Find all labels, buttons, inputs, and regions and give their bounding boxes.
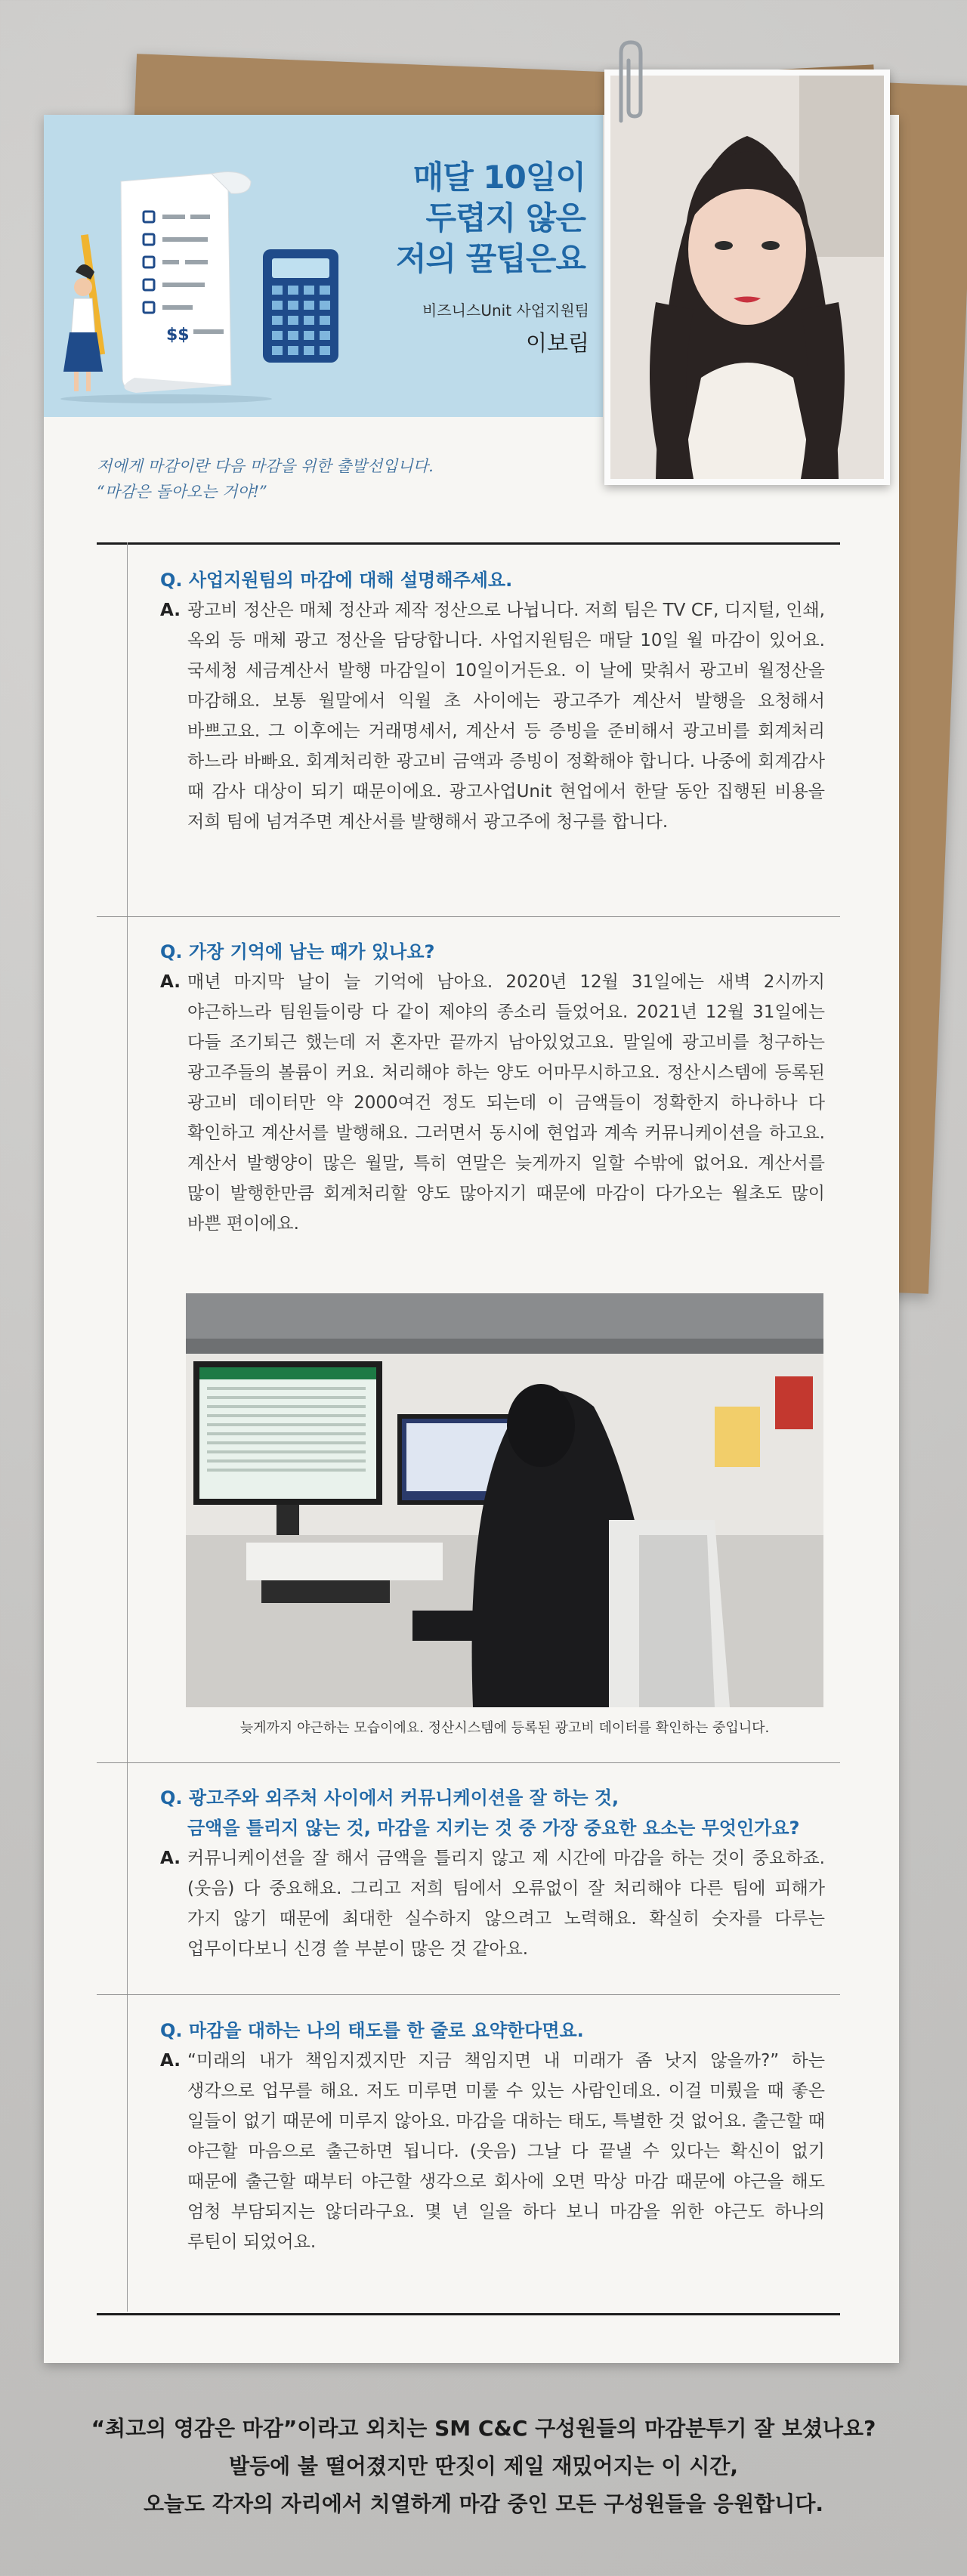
portrait-photo <box>610 76 884 479</box>
closing-line-2: 발등에 불 떨어졌지만 딴짓이 제일 재밌어지는 이 시간, <box>229 2454 738 2479</box>
answer-label: A. <box>160 972 181 992</box>
answer-3-text: 커뮤니케이션을 잘 해서 금액을 틀리지 않고 제 시간에 마감을 하는 것이 중요하죠. (웃음) 다 중요해요. 그리고 저희 팀에서 오류없이 잘 처리해야 다른 팀에 피해가 가지 않기 때문에 최대한 실수하지 않으려고 노력해요. 확실히 숫자를 다루는 업무이다보니 신경 쓸 부분이 많은 것 같아요. <box>187 1849 825 1959</box>
question-2: Q. 가장 기억에 남는 때가 있나요? <box>160 941 435 962</box>
question-1: Q. 사업지원팀의 마감에 대해 설명해주세요. <box>160 570 513 591</box>
section-rule-bottom <box>97 2313 840 2315</box>
answer-1 <box>160 595 825 837</box>
section-divider-1 <box>97 916 840 917</box>
margin-line <box>127 542 128 2312</box>
answer-label: A. <box>160 2051 181 2071</box>
team-label: 비즈니스Unit 사업지원팀 <box>422 301 589 320</box>
answer-4-text: “미래의 내가 책임지겠지만 지금 책임지면 내 미래가 좀 낫지 않을까?” 하는 생각으로 업무를 해요. 저도 미루면 미룰 수 있는 사람인데요. 이걸 미뤘을 때 좋은 일들이 없기 때문에 미루지 않아요. 마감을 대하는 태도, 특별한 것 없어요. 출근할 때 야근할 마음으로 출근하면 됩니다. (웃음) 그날 다 끝낼 수 있다는 확신이 없기 때문에 출근할 때부터 야근할 생각으로 회사에 오면 막상 마감 때문에 야근을 해도 엄청 부담되지는 않더라구요. 몇 년 일을 하다 보니 마감을 위한 야근도 하나의 루틴이 되었어요. <box>187 2051 826 2252</box>
answer-4 <box>160 2046 825 2257</box>
question-4: Q. 마감을 대하는 나의 태도를 한 줄로 요약한다면요. <box>160 2020 584 2041</box>
photo-caption: 늦게까지 야근하는 모습이에요. 정산시스템에 등록된 광고비 데이터를 확인하는 중입니다. <box>239 1720 770 1736</box>
closing-message <box>30 2410 937 2523</box>
section-divider-3 <box>97 1994 840 1995</box>
closing-line-3: 오늘도 각자의 자리에서 치열하게 마감 중인 모든 구성원들을 응원합니다. <box>143 2491 824 2516</box>
closing-line-1: “최고의 영감은 마감”이라고 외치는 SM C&C 구성원들의 마감분투기 잘 보셨나요? <box>91 2416 876 2441</box>
answer-3 <box>160 1843 825 1964</box>
title-line-3: 저의 꿀팁은요 <box>395 240 585 277</box>
handwritten-quote <box>97 453 588 505</box>
answer-label: A. <box>160 1849 181 1868</box>
answer-2-text: 매년 마지막 날이 늘 기억에 남아요. 2020년 12월 31일에는 새벽 2시까지 야근하느라 팀원들이랑 다 같이 제야의 종소리 들었어요. 2021년 12월 31일에는 다들 조기퇴근 했는데 저 혼자만 끝까지 남아있었고요. 말일에 광고비를 청구하는 광고주들의 볼륨이 커요. 처리해야 하는 양도 어마무시하고요. 정산시스템에 등록된 광고비 데이터만 약 2000여건 정도 되는데 이 금액들이 정확한지 하나하나 다 확인하고 계산서를 발행해요. 그러면서 동시에 현업과 계속 커뮤니케이션을 하고요. 계산서 발행양이 많은 월말, 특히 연말은 늦게까지 일할 수밖에 없어요. 계산서를 많이 발행한만큼 회계처리할 양도 많아지기 때문에 마감이 다가오는 월초도 많이 바쁜 편이에요. <box>187 972 825 1234</box>
section-rule-top <box>97 542 840 545</box>
section-divider-2 <box>97 1762 840 1763</box>
answer-2 <box>160 967 825 1239</box>
article-title <box>325 157 585 280</box>
paper-clip-icon <box>604 38 657 128</box>
office-photo <box>186 1293 823 1707</box>
handnote-line-2: “마감은 돌아오는 거야!” <box>97 483 267 501</box>
title-line-2: 두렵지 않은 <box>425 199 585 236</box>
person-name: 이보림 <box>525 330 589 356</box>
answer-label: A. <box>160 601 181 620</box>
question-3: Q. 광고주와 외주처 사이에서 커뮤니케이션을 잘 하는 것, 금액을 틀리지 않는 것, 마감을 지키는 것 중 가장 중요한 요소는 무엇인가요? <box>160 1787 800 1839</box>
handnote-line-1: 저에게 마감이란 다음 마감을 위한 출발선입니다. <box>97 457 434 475</box>
svg-text:$$: $$ <box>166 326 190 344</box>
receipt-calculator-illustration <box>53 159 370 408</box>
title-line-1: 매달 10일이 <box>412 159 585 196</box>
answer-1-text: 광고비 정산은 매체 정산과 제작 정산으로 나뉩니다. 저희 팀은 TV CF, 디지털, 인쇄, 옥외 등 매체 광고 정산을 담당합니다. 사업지원팀은 매달 10일 월 마감이 있어요. 국세청 세금계산서 발행 마감일이 10일이거든요. 이 날에 맞춰서 광고비 월정산을 마감해요. 보통 월말에서 익월 초 사이에는 광고주가 계산서 발행을 요청해서 바쁘고요. 그 이후에는 거래명세서, 계산서 등 증빙을 준비해서 광고비를 회계처리 하느라 바빠요. 회계처리한 광고비 금액과 증빙이 정확해야 합니다. 나중에 회계감사 때 감사 대상이 되기 때문이에요. 광고사업Unit 현업에서 한달 동안 집행된 비용을 저희 팀에 넘겨주면 계산서를 발행해서 광고주에 청구를 합니다. <box>187 601 825 832</box>
